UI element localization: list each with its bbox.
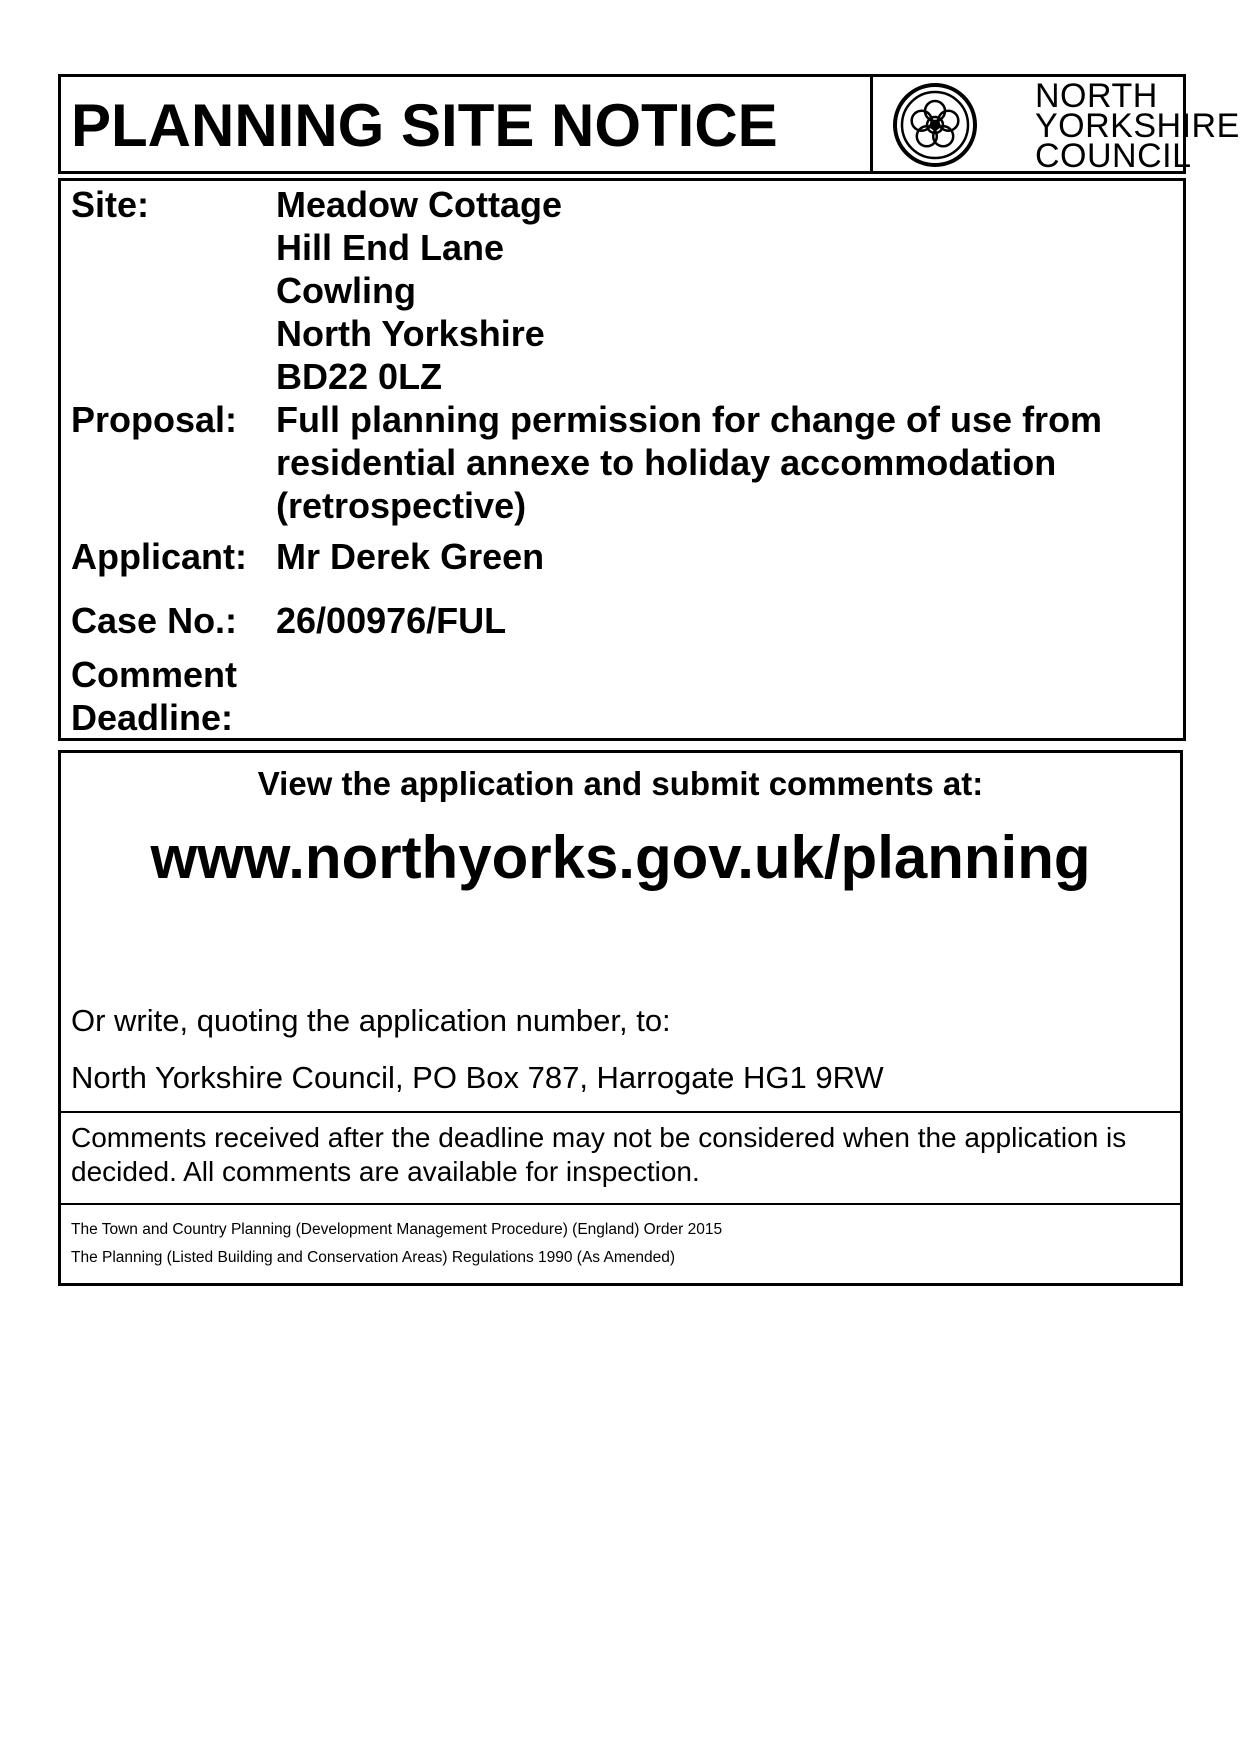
postal-address: North Yorkshire Council, PO Box 787, Harrogate HG1 9RW	[71, 1060, 884, 1095]
proposal-line: Full planning permission for change of use from	[276, 399, 1103, 440]
site-address-line: BD22 0LZ	[276, 356, 443, 397]
planning-url[interactable]: www.northyorks.gov.uk/planning	[150, 824, 1091, 891]
logo-text-council: COUNCIL	[1035, 137, 1192, 175]
logo-text-yorkshire: YORKSHIRE	[1035, 107, 1240, 145]
application-details	[58, 178, 1186, 741]
comments-note: Comments received after the deadline may not be considered when the application is decided. All comments are available for inspection.	[71, 1122, 1127, 1187]
view-instructions: View the application and submit comments at:	[257, 765, 984, 802]
comment-deadline-label: Comment	[71, 654, 238, 695]
comments-info-box	[58, 750, 1183, 1286]
legislation-line: The Planning (Listed Building and Conservation Areas) Regulations 1990 (As Amended)	[71, 1249, 676, 1266]
divider	[61, 1111, 1180, 1113]
comment-deadline-label: Deadline:	[71, 697, 234, 738]
rose-emblem-icon	[891, 81, 979, 169]
site-address-line: North Yorkshire	[276, 313, 545, 354]
notice-header	[58, 74, 1240, 175]
legislation-line: The Town and Country Planning (Development Management Procedure) (England) Order 2015	[71, 1221, 723, 1238]
write-instructions: Or write, quoting the application number, to:	[71, 1003, 671, 1038]
proposal-line: residential annexe to holiday accommodation	[276, 442, 1057, 483]
site-address-line: Cowling	[276, 270, 416, 311]
case-number: 26/00976/FUL	[276, 600, 507, 641]
title-cell	[61, 77, 873, 171]
logo-text-north: NORTH	[1035, 77, 1158, 115]
site-address-line: Hill End Lane	[276, 227, 505, 268]
page-title: PLANNING SITE NOTICE	[71, 92, 778, 159]
applicant-name: Mr Derek Green	[276, 536, 545, 577]
applicant-label: Applicant:	[71, 536, 247, 577]
divider	[61, 1203, 1180, 1205]
proposal-label: Proposal:	[71, 399, 238, 440]
site-label: Site:	[71, 184, 150, 225]
proposal-line: (retrospective)	[276, 485, 527, 526]
council-logo	[875, 77, 1240, 175]
site-address-line: Meadow Cottage	[276, 184, 563, 225]
case-number-label: Case No.:	[71, 600, 238, 641]
